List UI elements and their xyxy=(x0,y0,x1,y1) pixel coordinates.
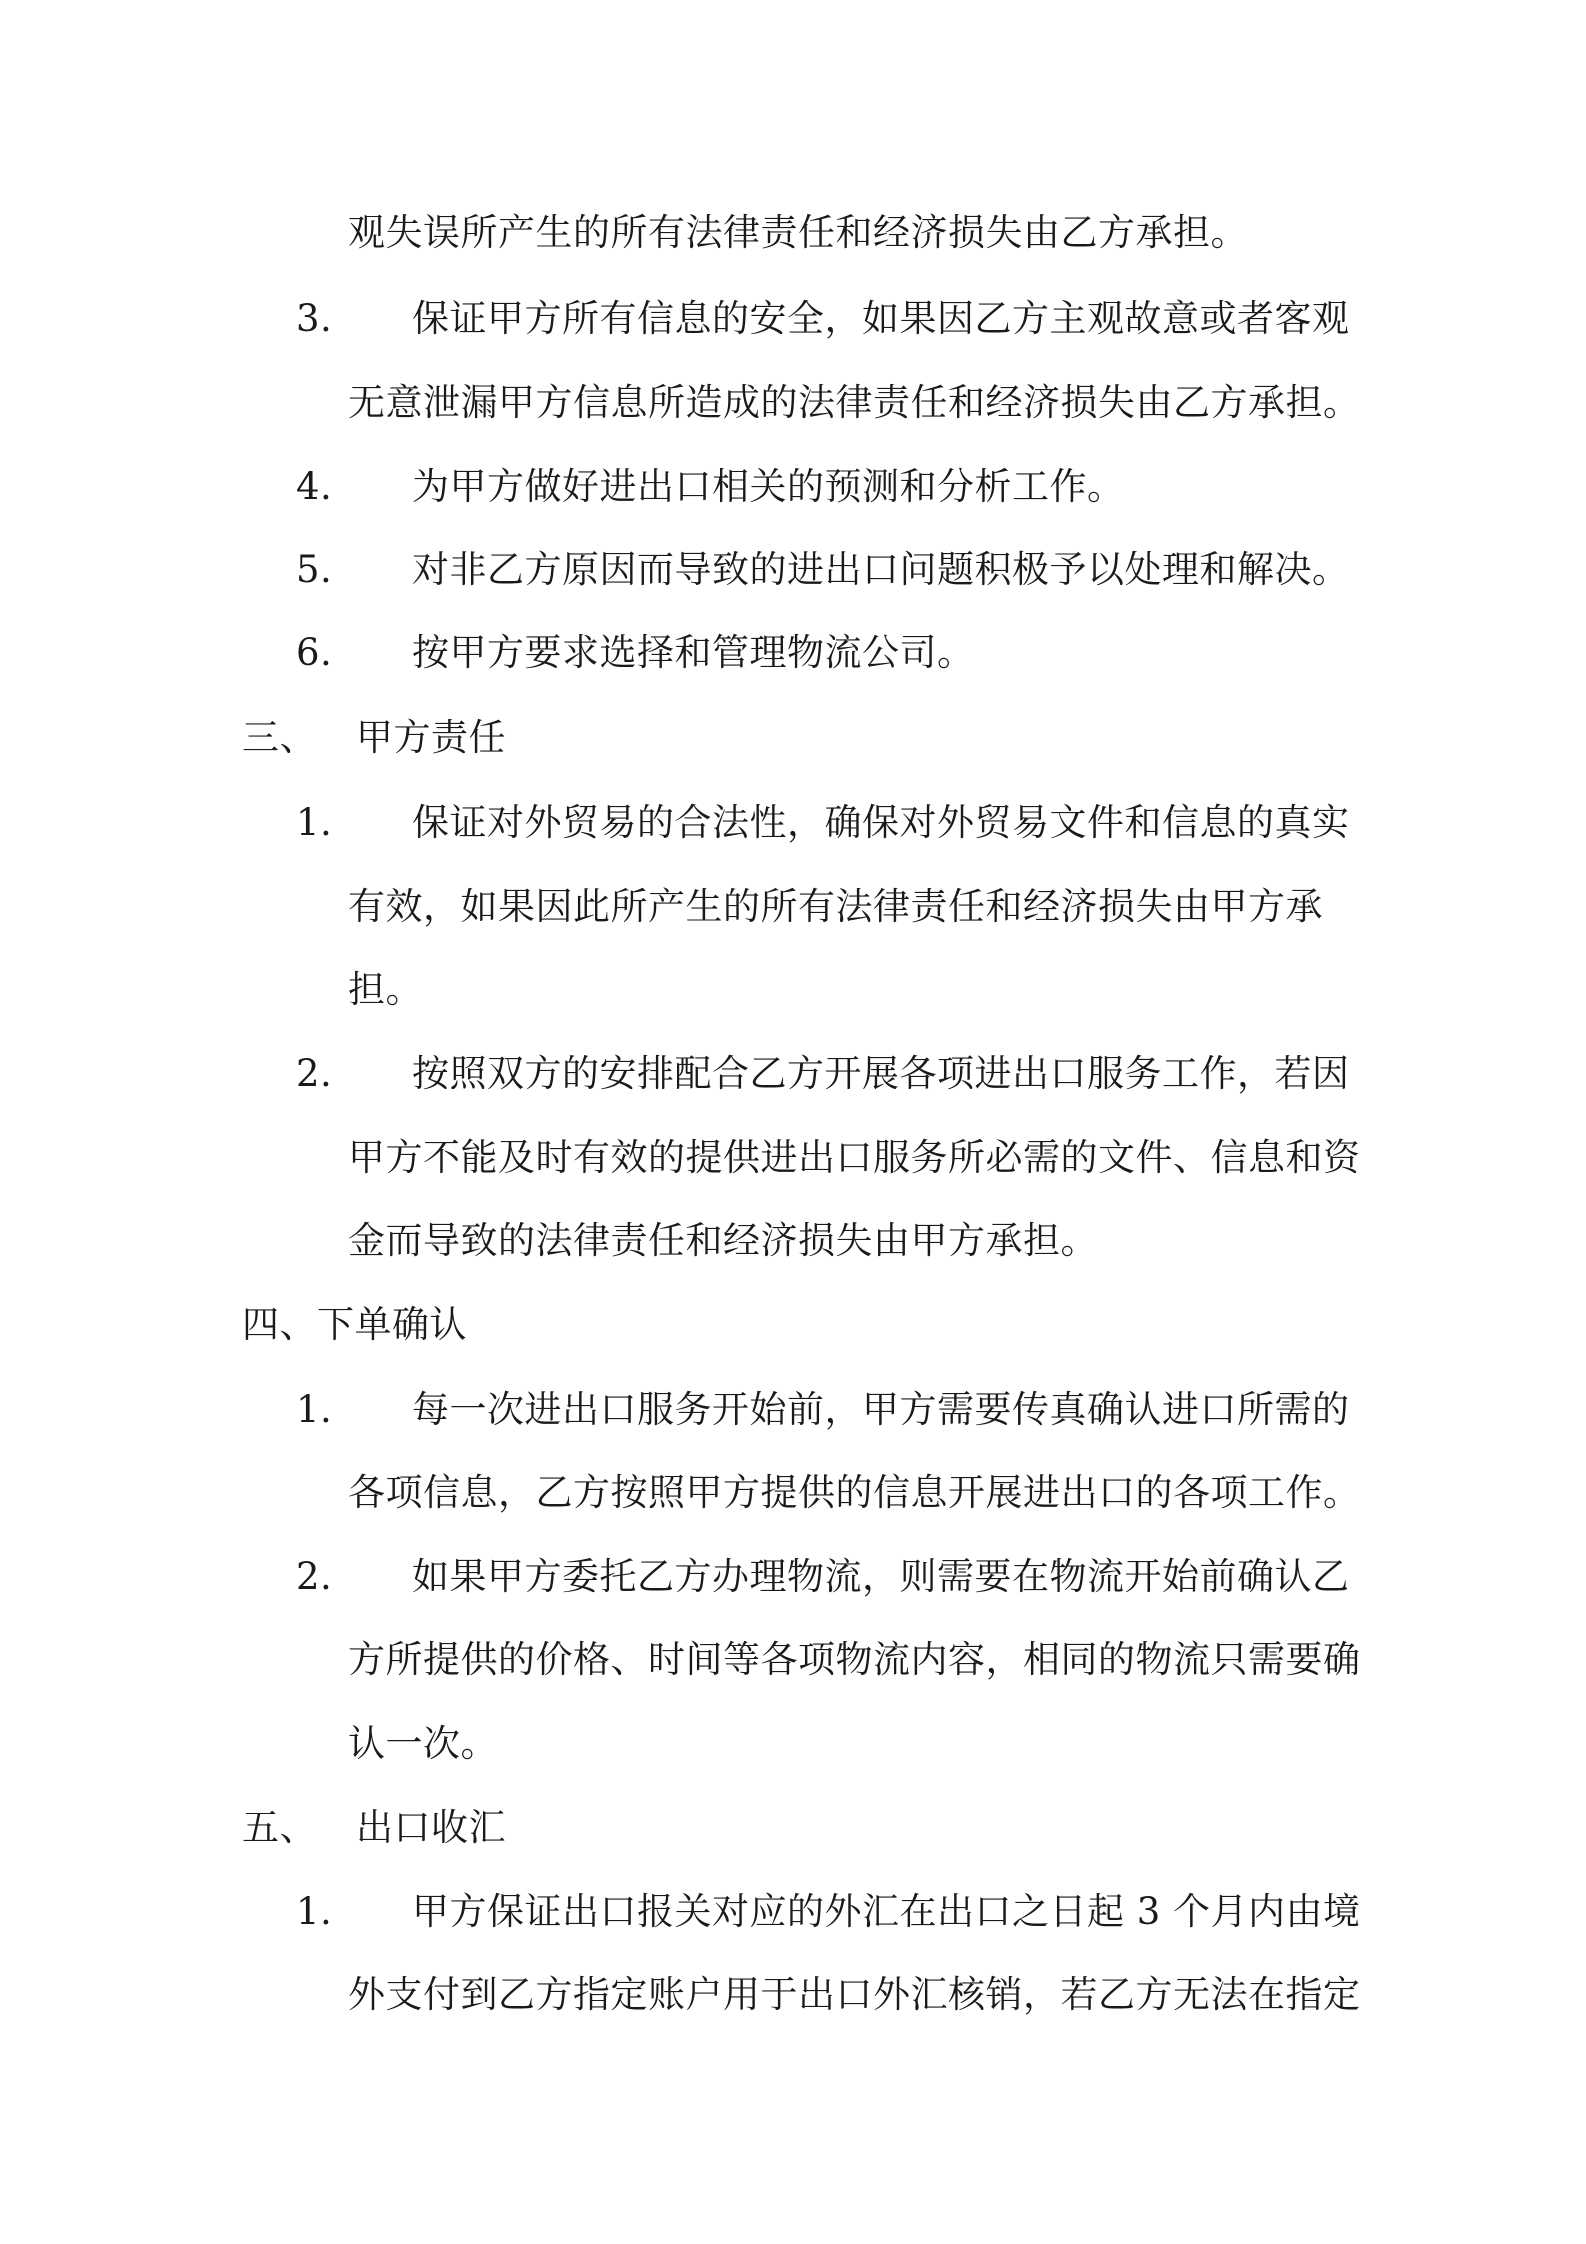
text-line: 方所提供的价格、时间等各项物流内容，相同的物流只需要确 xyxy=(348,1638,1361,1681)
section-number: 三、 xyxy=(242,716,317,759)
text-line: 按甲方要求选择和管理物流公司。 xyxy=(412,631,975,674)
text-line: 如果甲方委托乙方办理物流，则需要在物流开始前确认乙 xyxy=(412,1555,1350,1598)
item-number: 2. xyxy=(296,1555,333,1598)
text-line: 认一次。 xyxy=(348,1722,498,1765)
text-line: 担。 xyxy=(348,968,423,1011)
item-number: 4. xyxy=(296,465,333,508)
item-number: 1. xyxy=(296,1890,333,1933)
text-line: 各项信息，乙方按照甲方提供的信息开展进出口的各项工作。 xyxy=(348,1471,1361,1514)
text-line: 有效，如果因此所产生的所有法律责任和经济损失由甲方承 xyxy=(348,885,1323,928)
text-line: 金而导致的法律责任和经济损失由甲方承担。 xyxy=(348,1219,1098,1262)
item-number: 1. xyxy=(296,1388,333,1431)
item-number: 5. xyxy=(296,548,333,591)
item-number: 2. xyxy=(296,1052,333,1095)
text-line: 无意泄漏甲方信息所造成的法律责任和经济损失由乙方承担。 xyxy=(348,381,1361,424)
text-line: 为甲方做好进出口相关的预测和分析工作。 xyxy=(412,465,1125,508)
text-line: 观失误所产生的所有法律责任和经济损失由乙方承担。 xyxy=(348,211,1248,254)
item-number: 6. xyxy=(296,631,333,674)
text-line: 外支付到乙方指定账户用于出口外汇核销，若乙方无法在指定 xyxy=(348,1973,1361,2016)
section-number: 五、 xyxy=(242,1806,317,1849)
item-number: 1. xyxy=(296,801,333,844)
section-heading: 甲方责任 xyxy=(356,716,506,759)
text-line: 每一次进出口服务开始前，甲方需要传真确认进口所需的 xyxy=(412,1388,1350,1431)
section-heading: 四、下单确认 xyxy=(242,1303,467,1346)
text-line: 甲方保证出口报关对应的外汇在出口之日起 3 个月内由境 xyxy=(412,1890,1361,1933)
text-line: 保证甲方所有信息的安全，如果因乙方主观故意或者客观 xyxy=(412,297,1350,340)
item-number: 3. xyxy=(296,297,333,340)
text-line: 对非乙方原因而导致的进出口问题积极予以处理和解决。 xyxy=(412,548,1350,591)
text-line: 甲方不能及时有效的提供进出口服务所必需的文件、信息和资 xyxy=(348,1136,1361,1179)
text-line: 按照双方的安排配合乙方开展各项进出口服务工作，若因 xyxy=(412,1052,1350,1095)
section-heading: 出口收汇 xyxy=(356,1806,506,1849)
text-line: 保证对外贸易的合法性，确保对外贸易文件和信息的真实 xyxy=(412,801,1350,844)
